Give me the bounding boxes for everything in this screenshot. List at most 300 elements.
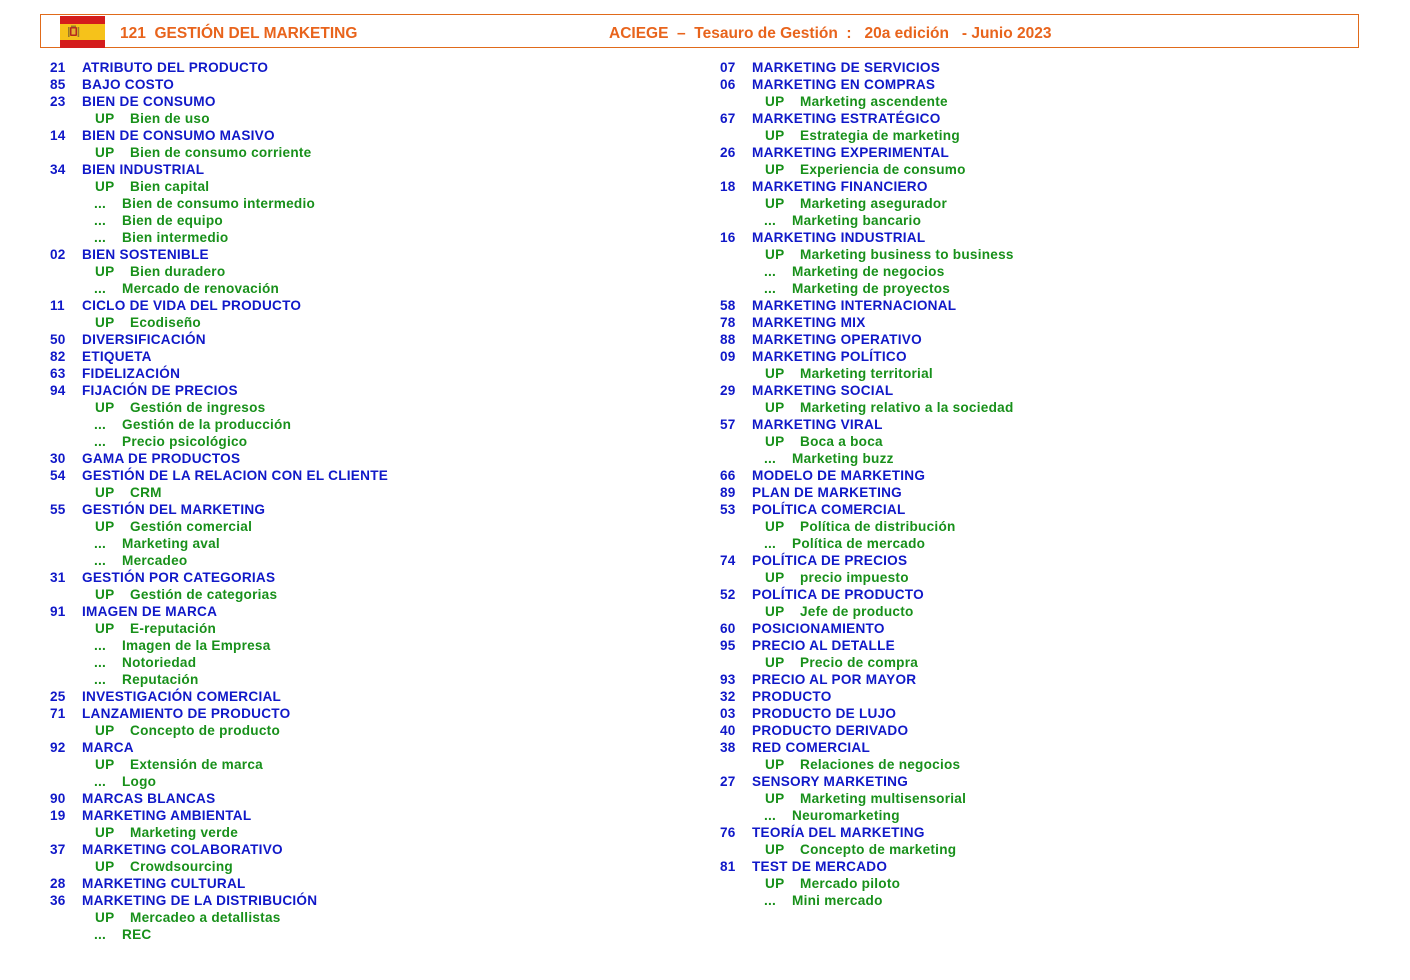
- entry-term[interactable]: MARKETING FINANCIERO: [752, 179, 928, 194]
- use-for-term: E-reputación: [130, 621, 217, 636]
- related-marker: ...: [764, 264, 777, 279]
- use-for-label: UP: [765, 400, 785, 415]
- related-row: [50, 195, 388, 212]
- entry-code: 36: [50, 893, 66, 908]
- use-for-row: [720, 756, 1014, 773]
- entry-term[interactable]: BIEN DE CONSUMO: [82, 94, 216, 109]
- use-for-term: Marketing relativo a la sociedad: [800, 400, 1014, 415]
- entry-term[interactable]: INVESTIGACIÓN COMERCIAL: [82, 689, 282, 704]
- thesaurus-entry[interactable]: [50, 76, 388, 93]
- thesaurus-entry[interactable]: [50, 365, 388, 382]
- entry-term[interactable]: PRODUCTO DERIVADO: [752, 723, 909, 738]
- use-for-label: UP: [95, 315, 115, 330]
- entry-term[interactable]: TEST DE MERCADO: [752, 859, 888, 874]
- use-for-label: UP: [95, 485, 115, 500]
- thesaurus-entry[interactable]: [720, 416, 1014, 433]
- thesaurus-entry[interactable]: [50, 467, 388, 484]
- use-for-term: Bien de consumo corriente: [130, 145, 312, 160]
- related-marker: ...: [94, 281, 107, 296]
- entry-term[interactable]: MARKETING SOCIAL: [752, 383, 894, 398]
- thesaurus-entry[interactable]: [50, 382, 388, 399]
- use-for-row: [50, 824, 388, 841]
- use-for-label: UP: [765, 757, 785, 772]
- use-for-label: UP: [765, 791, 785, 806]
- related-marker: ...: [94, 230, 107, 245]
- entry-term[interactable]: TEORÍA DEL MARKETING: [752, 825, 925, 840]
- thesaurus-entry[interactable]: [720, 688, 1014, 705]
- use-for-row: [720, 161, 1014, 178]
- related-term: Política de mercado: [792, 536, 926, 551]
- entry-code: 93: [720, 672, 736, 687]
- related-term: Mini mercado: [792, 893, 883, 908]
- thesaurus-entry[interactable]: [50, 739, 388, 756]
- thesaurus-entry[interactable]: [720, 382, 1014, 399]
- entry-term[interactable]: MARKETING AMBIENTAL: [82, 808, 252, 823]
- thesaurus-entry[interactable]: [720, 722, 1014, 739]
- use-for-term: Marketing multisensorial: [800, 791, 967, 806]
- entry-term[interactable]: MARCAS BLANCAS: [82, 791, 216, 806]
- entry-term[interactable]: MARKETING EN COMPRAS: [752, 77, 936, 92]
- entry-code: 23: [50, 94, 66, 109]
- related-row: [720, 280, 1014, 297]
- use-for-term: Bien de uso: [130, 111, 210, 126]
- use-for-row: [720, 246, 1014, 263]
- use-for-label: UP: [765, 247, 785, 262]
- use-for-row: [50, 858, 388, 875]
- entry-term[interactable]: POLÍTICA COMERCIAL: [752, 502, 906, 517]
- use-for-row: [720, 93, 1014, 110]
- entry-code: 55: [50, 502, 66, 517]
- use-for-row: [720, 365, 1014, 382]
- use-for-label: UP: [95, 145, 115, 160]
- entry-code: 53: [720, 502, 736, 517]
- use-for-label: UP: [95, 587, 115, 602]
- entry-code: 60: [720, 621, 736, 636]
- related-marker: ...: [764, 808, 777, 823]
- related-term: Marketing bancario: [792, 213, 922, 228]
- thesaurus-entry[interactable]: [720, 671, 1014, 688]
- related-term: Marketing de proyectos: [792, 281, 951, 296]
- use-for-label: UP: [95, 825, 115, 840]
- use-for-label: UP: [95, 400, 115, 415]
- use-for-row: [720, 127, 1014, 144]
- thesaurus-entry[interactable]: [720, 467, 1014, 484]
- use-for-label: UP: [765, 94, 785, 109]
- use-for-term: Experiencia de consumo: [800, 162, 966, 177]
- related-row: [50, 416, 388, 433]
- related-term: Marketing aval: [122, 536, 220, 551]
- thesaurus-entry[interactable]: [720, 773, 1014, 790]
- use-for-row: [50, 722, 388, 739]
- entry-code: 85: [50, 77, 66, 92]
- use-for-row: [720, 399, 1014, 416]
- entry-code: 82: [50, 349, 66, 364]
- thesaurus-entry[interactable]: [50, 501, 388, 518]
- entry-term[interactable]: MARKETING DE LA DISTRIBUCIÓN: [82, 893, 318, 908]
- use-for-row: [50, 314, 388, 331]
- entry-term[interactable]: RED COMERCIAL: [752, 740, 871, 755]
- related-term: Marketing de negocios: [792, 264, 945, 279]
- entry-code: 31: [50, 570, 66, 585]
- entry-term[interactable]: MARCA: [82, 740, 134, 755]
- entry-term[interactable]: FIDELIZACIÓN: [82, 366, 181, 381]
- entry-term[interactable]: MARKETING MIX: [752, 315, 866, 330]
- related-row: [720, 212, 1014, 229]
- related-marker: ...: [94, 927, 107, 942]
- use-for-term: CRM: [130, 485, 162, 500]
- entry-term[interactable]: MARKETING ESTRATÉGICO: [752, 111, 941, 126]
- entry-term[interactable]: MODELO DE MARKETING: [752, 468, 926, 483]
- thesaurus-entry[interactable]: [720, 76, 1014, 93]
- thesaurus-entry[interactable]: [50, 875, 388, 892]
- entry-term[interactable]: MARKETING INDUSTRIAL: [752, 230, 926, 245]
- entry-code: 11: [50, 298, 65, 313]
- header-left-title: 121 GESTIÓN DEL MARKETING: [120, 25, 358, 42]
- entry-term[interactable]: BAJO COSTO: [82, 77, 175, 92]
- entry-term[interactable]: MARKETING OPERATIVO: [752, 332, 922, 347]
- thesaurus-entry[interactable]: [720, 552, 1014, 569]
- related-row: [50, 926, 388, 943]
- use-for-label: UP: [765, 655, 785, 670]
- thesaurus-entry[interactable]: [720, 824, 1014, 841]
- use-for-row: [50, 263, 388, 280]
- entry-code: 32: [720, 689, 736, 704]
- entry-code: 28: [50, 876, 66, 891]
- entry-code: 67: [720, 111, 736, 126]
- use-for-label: UP: [95, 111, 115, 126]
- entry-code: 52: [720, 587, 736, 602]
- related-marker: ...: [764, 281, 777, 296]
- related-term: Bien intermedio: [122, 230, 229, 245]
- thesaurus-entry[interactable]: [720, 348, 1014, 365]
- thesaurus-entry[interactable]: [50, 892, 388, 909]
- entry-term[interactable]: POSICIONAMIENTO: [752, 621, 885, 636]
- thesaurus-entry[interactable]: [720, 484, 1014, 501]
- entry-code: 88: [720, 332, 736, 347]
- related-row: [50, 433, 388, 450]
- use-for-term: Bien duradero: [130, 264, 226, 279]
- thesaurus-entry[interactable]: [50, 246, 388, 263]
- entry-term[interactable]: FIJACIÓN DE PRECIOS: [82, 383, 238, 398]
- use-for-term: precio impuesto: [800, 570, 909, 585]
- related-row: [720, 263, 1014, 280]
- entry-term[interactable]: BIEN INDUSTRIAL: [82, 162, 205, 177]
- thesaurus-entry[interactable]: [720, 59, 1014, 76]
- related-marker: ...: [764, 451, 777, 466]
- use-for-label: UP: [95, 264, 115, 279]
- entry-code: 94: [50, 383, 66, 398]
- thesaurus-entry[interactable]: [720, 586, 1014, 603]
- entry-code: 37: [50, 842, 66, 857]
- use-for-row: [50, 518, 388, 535]
- related-marker: ...: [94, 196, 107, 211]
- related-row: [50, 229, 388, 246]
- use-for-term: Crowdsourcing: [130, 859, 233, 874]
- use-for-term: Bien capital: [130, 179, 210, 194]
- entry-term[interactable]: MARKETING INTERNACIONAL: [752, 298, 957, 313]
- entry-code: 54: [50, 468, 66, 483]
- entry-term[interactable]: PRECIO AL POR MAYOR: [752, 672, 917, 687]
- use-for-term: Marketing ascendente: [800, 94, 948, 109]
- thesaurus-entry[interactable]: [50, 127, 388, 144]
- entry-code: 06: [720, 77, 736, 92]
- entry-code: 38: [720, 740, 736, 755]
- entry-term[interactable]: PRECIO AL DETALLE: [752, 638, 895, 653]
- entry-term[interactable]: POLÍTICA DE PRECIOS: [752, 553, 908, 568]
- entry-term[interactable]: GESTIÓN POR CATEGORIAS: [82, 570, 276, 585]
- entry-code: 74: [720, 553, 736, 568]
- related-row: [50, 773, 388, 790]
- related-row: [50, 654, 388, 671]
- entry-code: 91: [50, 604, 66, 619]
- use-for-label: UP: [765, 842, 785, 857]
- use-for-row: [50, 110, 388, 127]
- entry-code: 76: [720, 825, 736, 840]
- thesaurus-entry[interactable]: [720, 314, 1014, 331]
- related-row: [720, 450, 1014, 467]
- related-marker: ...: [94, 638, 107, 653]
- use-for-label: UP: [95, 910, 115, 925]
- entry-term[interactable]: LANZAMIENTO DE PRODUCTO: [82, 706, 291, 721]
- entry-code: 81: [720, 859, 736, 874]
- related-term: Gestión de la producción: [122, 417, 292, 432]
- related-marker: ...: [94, 434, 107, 449]
- entry-term[interactable]: MARKETING DE SERVICIOS: [752, 60, 941, 75]
- use-for-row: [720, 790, 1014, 807]
- thesaurus-entry[interactable]: [720, 331, 1014, 348]
- entry-term[interactable]: MARKETING VIRAL: [752, 417, 883, 432]
- thesaurus-entry[interactable]: [50, 569, 388, 586]
- thesaurus-entry[interactable]: [720, 858, 1014, 875]
- use-for-term: Política de distribución: [800, 519, 956, 534]
- related-row: [50, 212, 388, 229]
- thesaurus-entry[interactable]: [50, 331, 388, 348]
- page-header: [40, 14, 1359, 48]
- related-term: Bien de consumo intermedio: [122, 196, 316, 211]
- entry-code: 50: [50, 332, 66, 347]
- entry-code: 27: [720, 774, 736, 789]
- use-for-term: Marketing asegurador: [800, 196, 948, 211]
- entry-term[interactable]: ATRIBUTO DEL PRODUCTO: [82, 60, 269, 75]
- entry-code: 58: [720, 298, 736, 313]
- use-for-label: UP: [765, 876, 785, 891]
- entry-code: 19: [50, 808, 66, 823]
- related-term: Logo: [122, 774, 157, 789]
- use-for-label: UP: [95, 179, 115, 194]
- related-term: REC: [122, 927, 152, 942]
- entry-code: 92: [50, 740, 66, 755]
- related-marker: ...: [94, 417, 107, 432]
- entry-term[interactable]: MARKETING COLABORATIVO: [82, 842, 283, 857]
- use-for-label: UP: [95, 723, 115, 738]
- related-term: Neuromarketing: [792, 808, 900, 823]
- entry-term[interactable]: GAMA DE PRODUCTOS: [82, 451, 241, 466]
- thesaurus-entry[interactable]: [720, 110, 1014, 127]
- entry-term[interactable]: MARKETING POLÍTICO: [752, 349, 907, 364]
- thesaurus-entry[interactable]: [50, 790, 388, 807]
- related-term: Mercadeo: [122, 553, 188, 568]
- use-for-term: Concepto de marketing: [800, 842, 957, 857]
- thesaurus-entry[interactable]: [720, 705, 1014, 722]
- use-for-row: [50, 620, 388, 637]
- related-term: Precio psicológico: [122, 434, 248, 449]
- entry-code: 57: [720, 417, 736, 432]
- use-for-label: UP: [765, 434, 785, 449]
- related-marker: ...: [94, 553, 107, 568]
- entry-code: 25: [50, 689, 66, 704]
- thesaurus-entry[interactable]: [50, 603, 388, 620]
- use-for-term: Gestión de ingresos: [130, 400, 266, 415]
- entry-code: 07: [720, 60, 736, 75]
- use-for-term: Estrategia de marketing: [800, 128, 960, 143]
- related-marker: ...: [764, 536, 777, 551]
- entry-code: 34: [50, 162, 66, 177]
- entry-term[interactable]: MARKETING CULTURAL: [82, 876, 246, 891]
- thesaurus-entry[interactable]: [50, 297, 388, 314]
- use-for-term: Jefe de producto: [800, 604, 914, 619]
- thesaurus-entry[interactable]: [50, 450, 388, 467]
- entry-code: 02: [50, 247, 66, 262]
- related-marker: ...: [764, 893, 777, 908]
- use-for-label: UP: [95, 519, 115, 534]
- related-row: [720, 807, 1014, 824]
- use-for-term: Precio de compra: [800, 655, 919, 670]
- related-row: [50, 280, 388, 297]
- thesaurus-entry[interactable]: [720, 178, 1014, 195]
- thesaurus-entry[interactable]: [720, 739, 1014, 756]
- use-for-row: [720, 195, 1014, 212]
- entry-term[interactable]: SENSORY MARKETING: [752, 774, 909, 789]
- use-for-row: [720, 875, 1014, 892]
- header-right-title: ACIEGE – Tesauro de Gestión : 20a edición - Junio 2023: [609, 25, 1052, 42]
- use-for-row: [720, 841, 1014, 858]
- thesaurus-entry[interactable]: [50, 59, 388, 76]
- entry-code: 26: [720, 145, 736, 160]
- use-for-label: UP: [95, 621, 115, 636]
- thesaurus-entry[interactable]: [720, 501, 1014, 518]
- use-for-row: [720, 518, 1014, 535]
- entry-code: 18: [720, 179, 736, 194]
- entry-code: 14: [50, 128, 66, 143]
- related-marker: ...: [94, 774, 107, 789]
- related-row: [50, 535, 388, 552]
- use-for-label: UP: [765, 570, 785, 585]
- use-for-term: Relaciones de negocios: [800, 757, 961, 772]
- thesaurus-entry[interactable]: [720, 620, 1014, 637]
- entry-code: 09: [720, 349, 736, 364]
- related-term: Marketing buzz: [792, 451, 894, 466]
- use-for-label: UP: [95, 757, 115, 772]
- thesaurus-entry[interactable]: [720, 637, 1014, 654]
- use-for-row: [50, 586, 388, 603]
- entry-term[interactable]: ETIQUETA: [82, 349, 152, 364]
- entry-code: 03: [720, 706, 736, 721]
- use-for-label: UP: [95, 859, 115, 874]
- entry-code: 21: [50, 60, 66, 75]
- related-term: Mercado de renovación: [122, 281, 280, 296]
- use-for-label: UP: [765, 366, 785, 381]
- entry-code: 71: [50, 706, 66, 721]
- entry-code: 30: [50, 451, 66, 466]
- thesaurus-entry[interactable]: [50, 807, 388, 824]
- use-for-term: Marketing verde: [130, 825, 239, 840]
- use-for-row: [720, 433, 1014, 450]
- related-marker: ...: [94, 655, 107, 670]
- use-for-term: Mercado piloto: [800, 876, 901, 891]
- use-for-label: UP: [765, 196, 785, 211]
- entry-code: 66: [720, 468, 736, 483]
- entry-code: 63: [50, 366, 66, 381]
- related-row: [50, 671, 388, 688]
- entry-term[interactable]: PLAN DE MARKETING: [752, 485, 903, 500]
- related-term: Notoriedad: [122, 655, 197, 670]
- use-for-label: UP: [765, 604, 785, 619]
- related-row: [720, 535, 1014, 552]
- use-for-term: Concepto de producto: [130, 723, 280, 738]
- use-for-term: Gestión comercial: [130, 519, 253, 534]
- entry-term[interactable]: POLÍTICA DE PRODUCTO: [752, 587, 924, 602]
- use-for-row: [720, 603, 1014, 620]
- right-column: [720, 59, 1014, 909]
- entry-term[interactable]: DIVERSIFICACIÓN: [82, 332, 206, 347]
- use-for-row: [720, 654, 1014, 671]
- entry-code: 89: [720, 485, 736, 500]
- thesaurus-entry[interactable]: [50, 93, 388, 110]
- related-term: Imagen de la Empresa: [122, 638, 271, 653]
- thesaurus-entry[interactable]: [50, 161, 388, 178]
- thesaurus-entry[interactable]: [720, 144, 1014, 161]
- entry-term[interactable]: MARKETING EXPERIMENTAL: [752, 145, 950, 160]
- entry-term[interactable]: GESTIÓN DEL MARKETING: [82, 502, 266, 517]
- use-for-row: [50, 144, 388, 161]
- use-for-row: [50, 484, 388, 501]
- thesaurus-entry[interactable]: [720, 297, 1014, 314]
- related-marker: ...: [94, 213, 107, 228]
- thesaurus-entry[interactable]: [50, 841, 388, 858]
- use-for-term: Extensión de marca: [130, 757, 263, 772]
- entry-term[interactable]: CICLO DE VIDA DEL PRODUCTO: [82, 298, 302, 313]
- spain-flag-icon: [60, 16, 105, 48]
- related-marker: ...: [764, 213, 777, 228]
- use-for-term: Marketing territorial: [800, 366, 933, 381]
- thesaurus-entry[interactable]: [720, 229, 1014, 246]
- use-for-row: [720, 569, 1014, 586]
- entry-code: 40: [720, 723, 736, 738]
- use-for-label: UP: [765, 128, 785, 143]
- thesaurus-entry[interactable]: [50, 348, 388, 365]
- entry-term[interactable]: GESTIÓN DE LA RELACION CON EL CLIENTE: [82, 468, 389, 483]
- entry-term[interactable]: BIEN DE CONSUMO MASIVO: [82, 128, 275, 143]
- related-marker: ...: [94, 672, 107, 687]
- use-for-row: [50, 909, 388, 926]
- use-for-term: Marketing business to business: [800, 247, 1014, 262]
- use-for-row: [50, 178, 388, 195]
- related-row: [50, 552, 388, 569]
- entry-code: 95: [720, 638, 736, 653]
- thesaurus-entry[interactable]: [50, 688, 388, 705]
- related-term: Bien de equipo: [122, 213, 223, 228]
- entry-term[interactable]: IMAGEN DE MARCA: [82, 604, 218, 619]
- entry-term[interactable]: PRODUCTO: [752, 689, 832, 704]
- entry-term[interactable]: PRODUCTO DE LUJO: [752, 706, 897, 721]
- use-for-term: Ecodiseño: [130, 315, 201, 330]
- entry-code: 16: [720, 230, 736, 245]
- use-for-row: [50, 399, 388, 416]
- entry-code: 90: [50, 791, 66, 806]
- entry-term[interactable]: BIEN SOSTENIBLE: [82, 247, 209, 262]
- left-column: [50, 59, 388, 943]
- thesaurus-entry[interactable]: [50, 705, 388, 722]
